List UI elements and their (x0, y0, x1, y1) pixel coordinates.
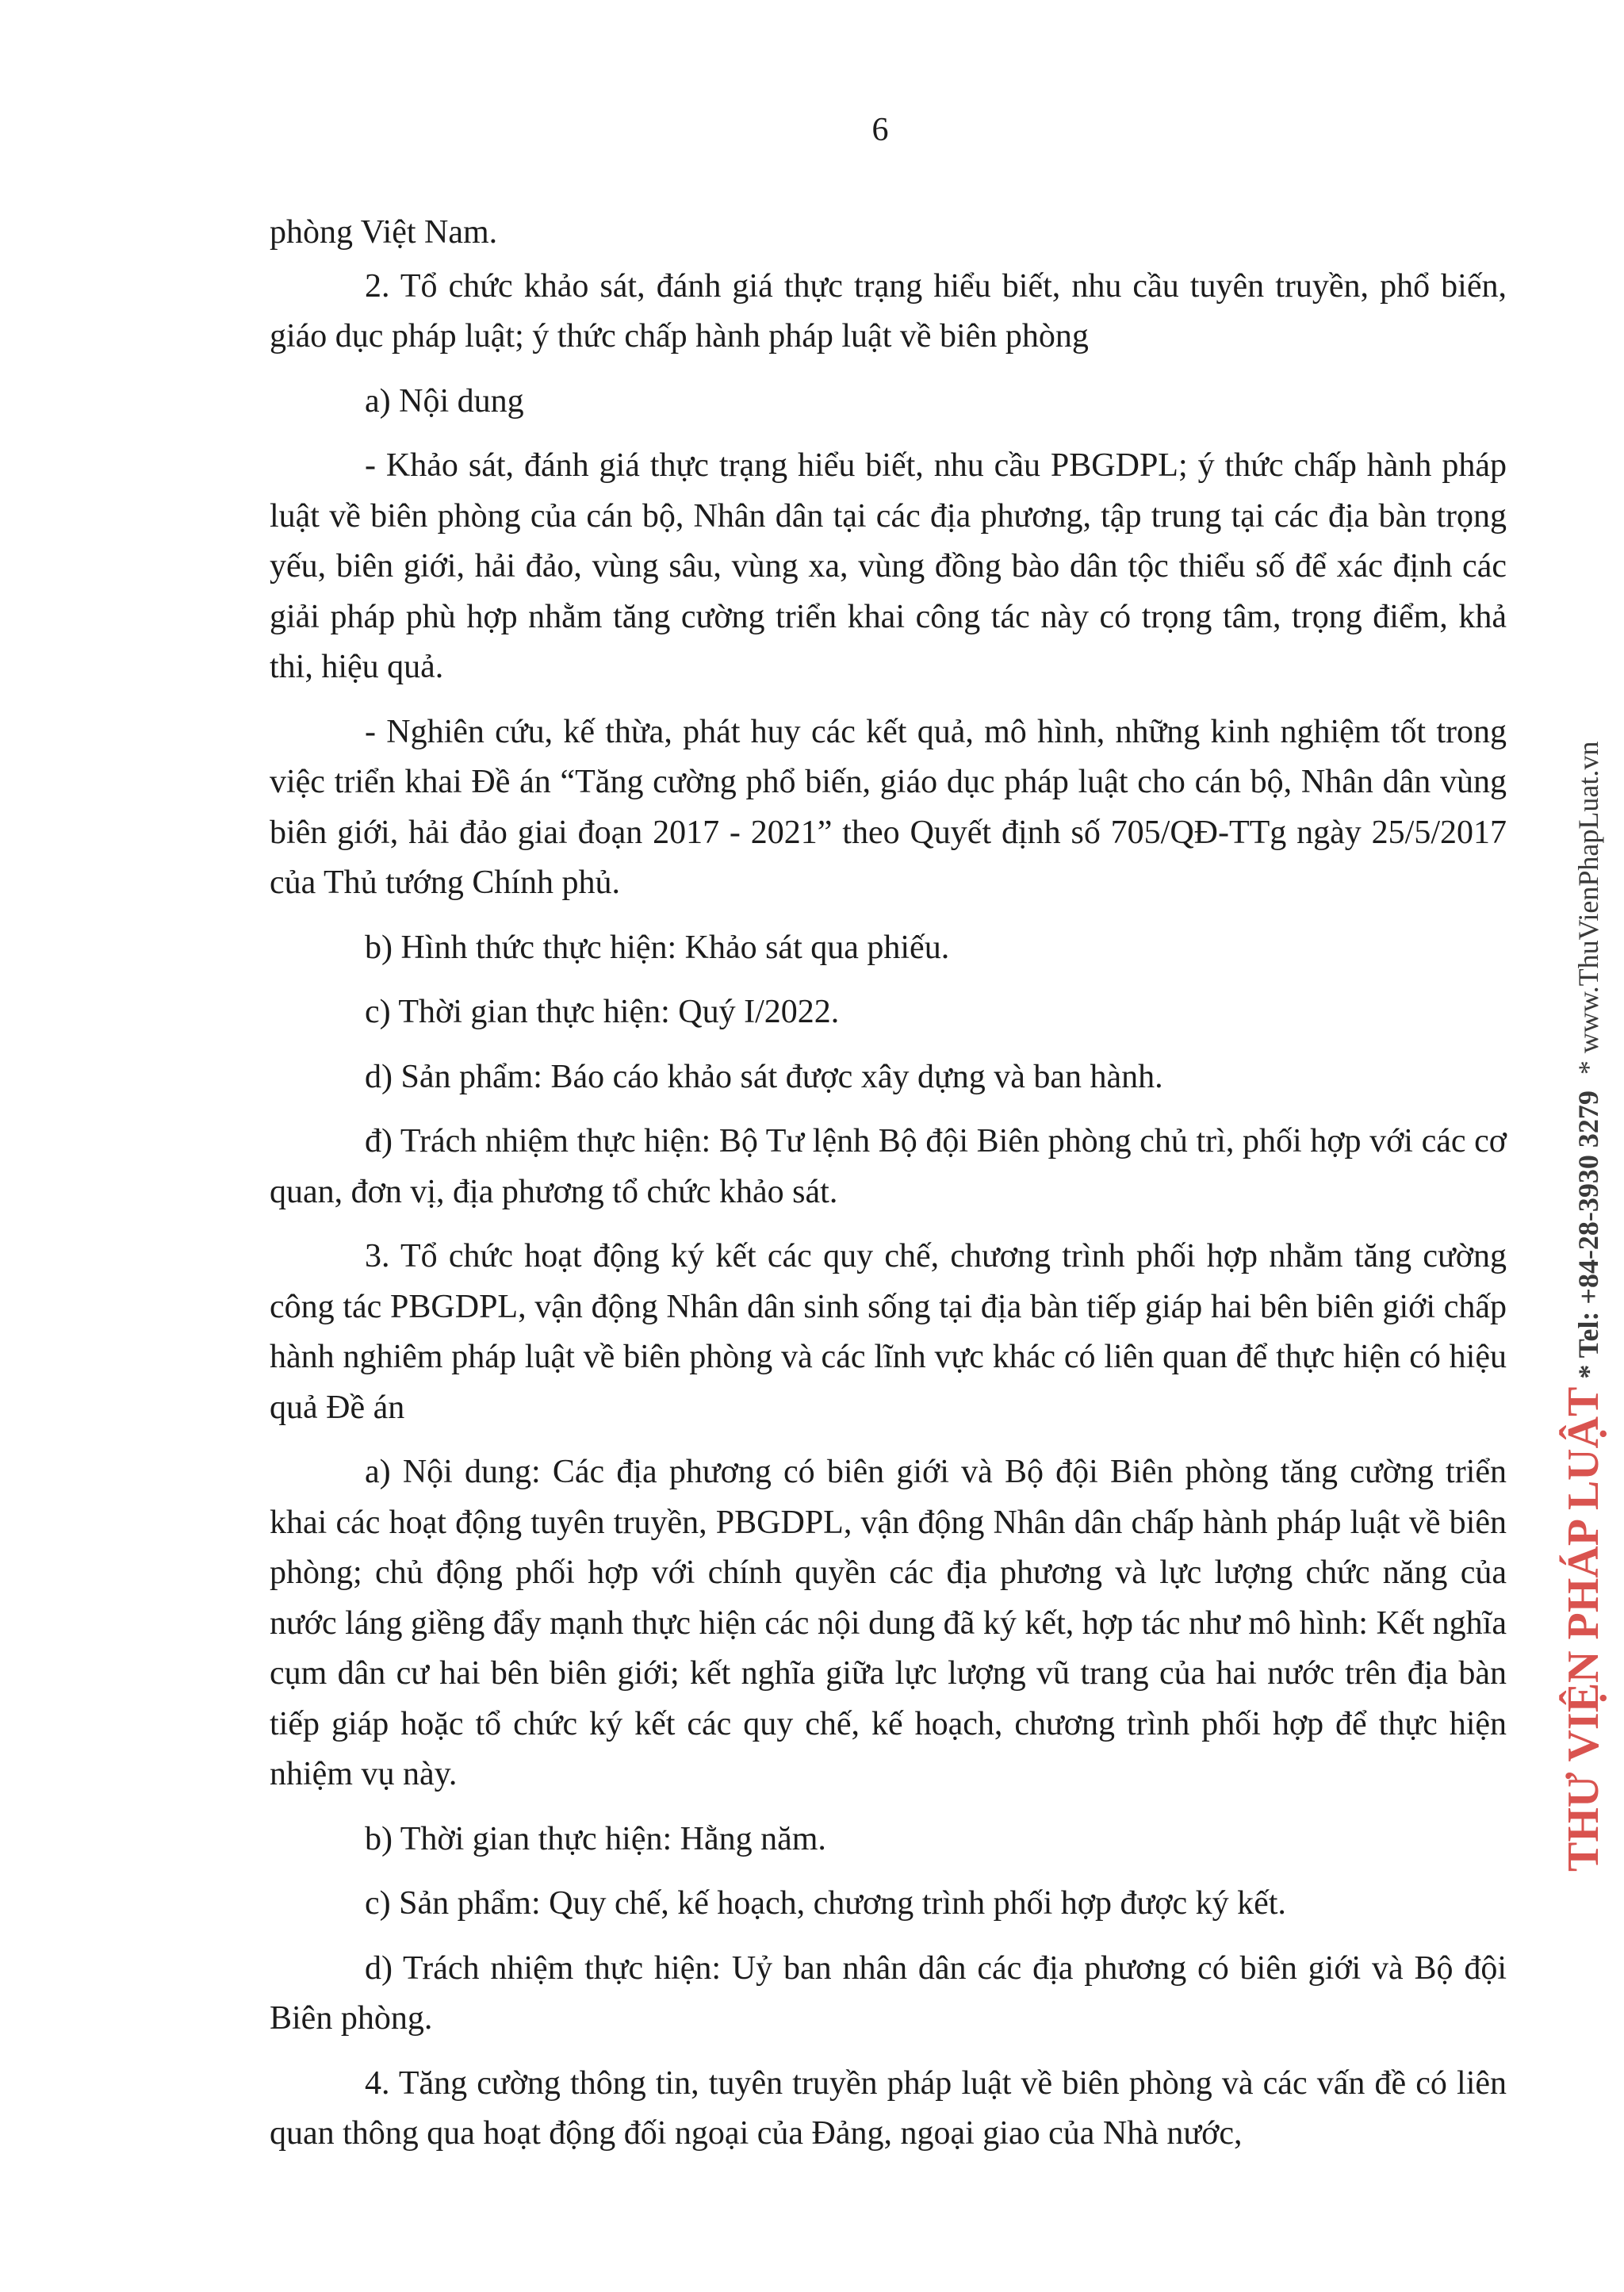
svg-text:THƯ VIỆN PHÁP LUẬT * (1558, 742, 1608, 1872)
watermark-website: * www.ThuVienPhapLuat.vn (1572, 741, 1604, 1075)
document-body (270, 208, 1507, 2174)
subheading-content: a) Nội dung (365, 382, 524, 420)
page-number: 6 (871, 112, 889, 148)
watermark-phone: * Tel: +84-28-3930 3279 (1572, 1090, 1604, 1379)
section-heading-2: 2. Tổ chức khảo sát, đánh giá thực trạng hiểu biết, nhu cầu tuyên truyền, phổ biến, giáo dục pháp luật; ý thức chấp hành pháp luật về biên phòng (270, 267, 1507, 355)
paragraph-content-3: a) Nội dung: Các địa phương có biên giới và Bộ đội Biên phòng tăng cường triển khai các hoạt động tuyên truyền, PBGDPL, vận động Nhân dân chấp hành pháp luật về biên phòng; chủ động phối hợp với chính quyền các địa phương và lực lượng chức năng của nước láng giềng đẩy mạnh thực hiện các nội dung đã ký kết, hợp tác như mô hình: Kết nghĩa cụm dân cư hai bên biên giới; kết nghĩa giữa lực lượng vũ trang của hai nước trên địa bàn tiếp giáp hoặc tổ chức ký kết các quy chế, kế hoạch, chương trình phối hợp để thực hiện nhiệm vụ này. (270, 1454, 1507, 1792)
section-heading-4: 4. Tăng cường thông tin, tuyên truyền pháp luật về biên phòng và các vấn đề có liên quan thông qua hoạt động đối ngoại của Đảng, ngoại giao của Nhà nước, (270, 2064, 1507, 2152)
paragraph-form: b) Hình thức thực hiện: Khảo sát qua phiếu. (365, 929, 950, 966)
paragraph-survey: - Khảo sát, đánh giá thực trạng hiểu biết, nhu cầu PBGDPL; ý thức chấp hành pháp luật về biên phòng của cán bộ, Nhân dân tại các địa phương, tập trung tại các địa bàn trọng yếu, biên giới, hải đảo, vùng sâu, vùng xa, vùng đồng bào dân tộc thiểu số để xác định các giải pháp phù hợp nhằm tăng cường triển khai công tác này có trọng tâm, trọng điểm, khả thi, hiệu quả. (270, 447, 1507, 685)
watermark (1559, 460, 1614, 1872)
paragraph-timeline: c) Thời gian thực hiện: Quý I/2022. (365, 994, 840, 1030)
paragraph-research: - Nghiên cứu, kế thừa, phát huy các kết quả, mô hình, những kinh nghiệm tốt trong việc triển khai Đề án “Tăng cường phổ biến, giáo dục pháp luật cho cán bộ, Nhân dân vùng biên giới, hải đảo giai đoạn 2017 - 2021” theo Quyết định số 705/QĐ-TTg ngày 25/5/2017 của Thủ tướng Chính phủ. (270, 713, 1507, 901)
paragraph-responsibility: đ) Trách nhiệm thực hiện: Bộ Tư lệnh Bộ đội Biên phòng chủ trì, phối hợp với các cơ quan, đơn vị, địa phương tổ chức khảo sát. (270, 1123, 1507, 1210)
watermark-brand: THƯ VIỆN PHÁP LUẬT (1559, 1386, 1608, 1872)
paragraph-product: d) Sản phẩm: Báo cáo khảo sát được xây dựng và ban hành. (365, 1058, 1163, 1095)
section-heading-3: 3. Tổ chức hoạt động ký kết các quy chế, chương trình phối hợp nhằm tăng cường công tác PBGDPL, vận động Nhân dân sinh sống tại địa bàn tiếp giáp hai bên biên giới chấp hành nghiêm pháp luật về biên phòng và các lĩnh vực khác có liên quan để thực hiện có hiệu quả Đề án (270, 1238, 1507, 1426)
paragraph-product-3: c) Sản phẩm: Quy chế, kế hoạch, chương trình phối hợp được ký kết. (365, 1885, 1286, 1922)
paragraph-continuation: phòng Việt Nam. (270, 214, 498, 251)
paragraph-responsibility-3: d) Trách nhiệm thực hiện: Uỷ ban nhân dân các địa phương có biên giới và Bộ đội Biên phòng. (270, 1949, 1507, 2037)
paragraph-timeline-3: b) Thời gian thực hiện: Hằng năm. (365, 1820, 826, 1857)
